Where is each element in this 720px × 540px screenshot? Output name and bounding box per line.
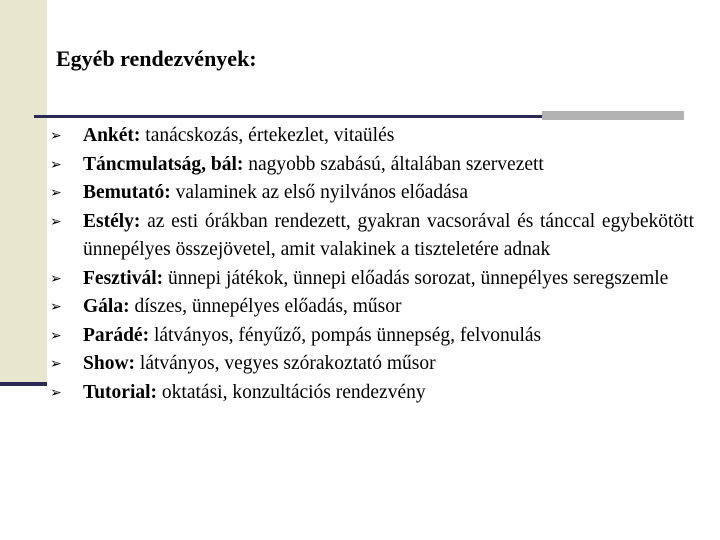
arrowhead-right-icon: ➢ xyxy=(50,156,62,173)
title-divider xyxy=(34,115,542,118)
list-item xyxy=(50,322,694,351)
item-term: Bemutató: xyxy=(83,182,171,203)
item-text: ünnepi játékok, ünnepi előadás sorozat, ünnepélyes seregszemle xyxy=(168,267,669,289)
item-text: valaminek az első nyilvános előadása xyxy=(175,182,469,203)
list-item xyxy=(50,350,694,379)
list-item xyxy=(50,293,694,322)
item-term: Parádé: xyxy=(83,324,150,346)
item-term: Tutorial: xyxy=(83,381,158,403)
item-term: Estély: xyxy=(83,210,141,232)
arrowhead-right-icon: ➢ xyxy=(50,128,62,144)
item-text: díszes, ünnepélyes előadás, műsor xyxy=(134,296,402,317)
left-decor-band xyxy=(0,0,47,386)
list-item xyxy=(50,208,694,265)
arrowhead-right-icon: ➢ xyxy=(50,356,62,372)
item-text: oktatási, konzultációs rendezvény xyxy=(161,381,426,403)
arrowhead-right-icon: ➢ xyxy=(50,327,62,344)
list-item xyxy=(50,179,694,208)
item-term: Fesztivál: xyxy=(83,267,164,289)
item-term: Táncmulatság, bál: xyxy=(83,153,244,175)
slide-title: Egyéb rendezvények: xyxy=(56,46,257,71)
item-text: tanácskozás, értekezlet, vitaülés xyxy=(145,125,395,146)
item-term: Gála: xyxy=(83,296,130,317)
item-text: nagyobb szabású, általában szervezett xyxy=(248,153,544,175)
arrowhead-right-icon: ➢ xyxy=(50,299,62,315)
list-item xyxy=(50,379,694,408)
arrowhead-right-icon: ➢ xyxy=(50,384,62,401)
arrowhead-right-icon: ➢ xyxy=(50,185,62,201)
item-text: látványos, vegyes szórakoztató műsor xyxy=(139,353,436,374)
left-decor-band-edge xyxy=(0,382,47,386)
list-item xyxy=(50,122,694,151)
list-item xyxy=(50,151,694,180)
item-text: az esti órákban rendezett, gyakran vacsorával és tánccal egybekötött ünnepélyes összejövetel, amit valakinek a tiszteletére adnak xyxy=(83,210,694,260)
item-term: Show: xyxy=(83,353,136,374)
arrowhead-right-icon: ➢ xyxy=(50,270,62,287)
arrowhead-right-icon: ➢ xyxy=(50,213,62,230)
item-text: látványos, fényűző, pompás ünnepség, felvonulás xyxy=(153,324,542,346)
item-term: Ankét: xyxy=(83,125,141,146)
bullet-list xyxy=(50,122,694,407)
title-divider-accent xyxy=(542,111,684,120)
list-item xyxy=(50,265,694,294)
